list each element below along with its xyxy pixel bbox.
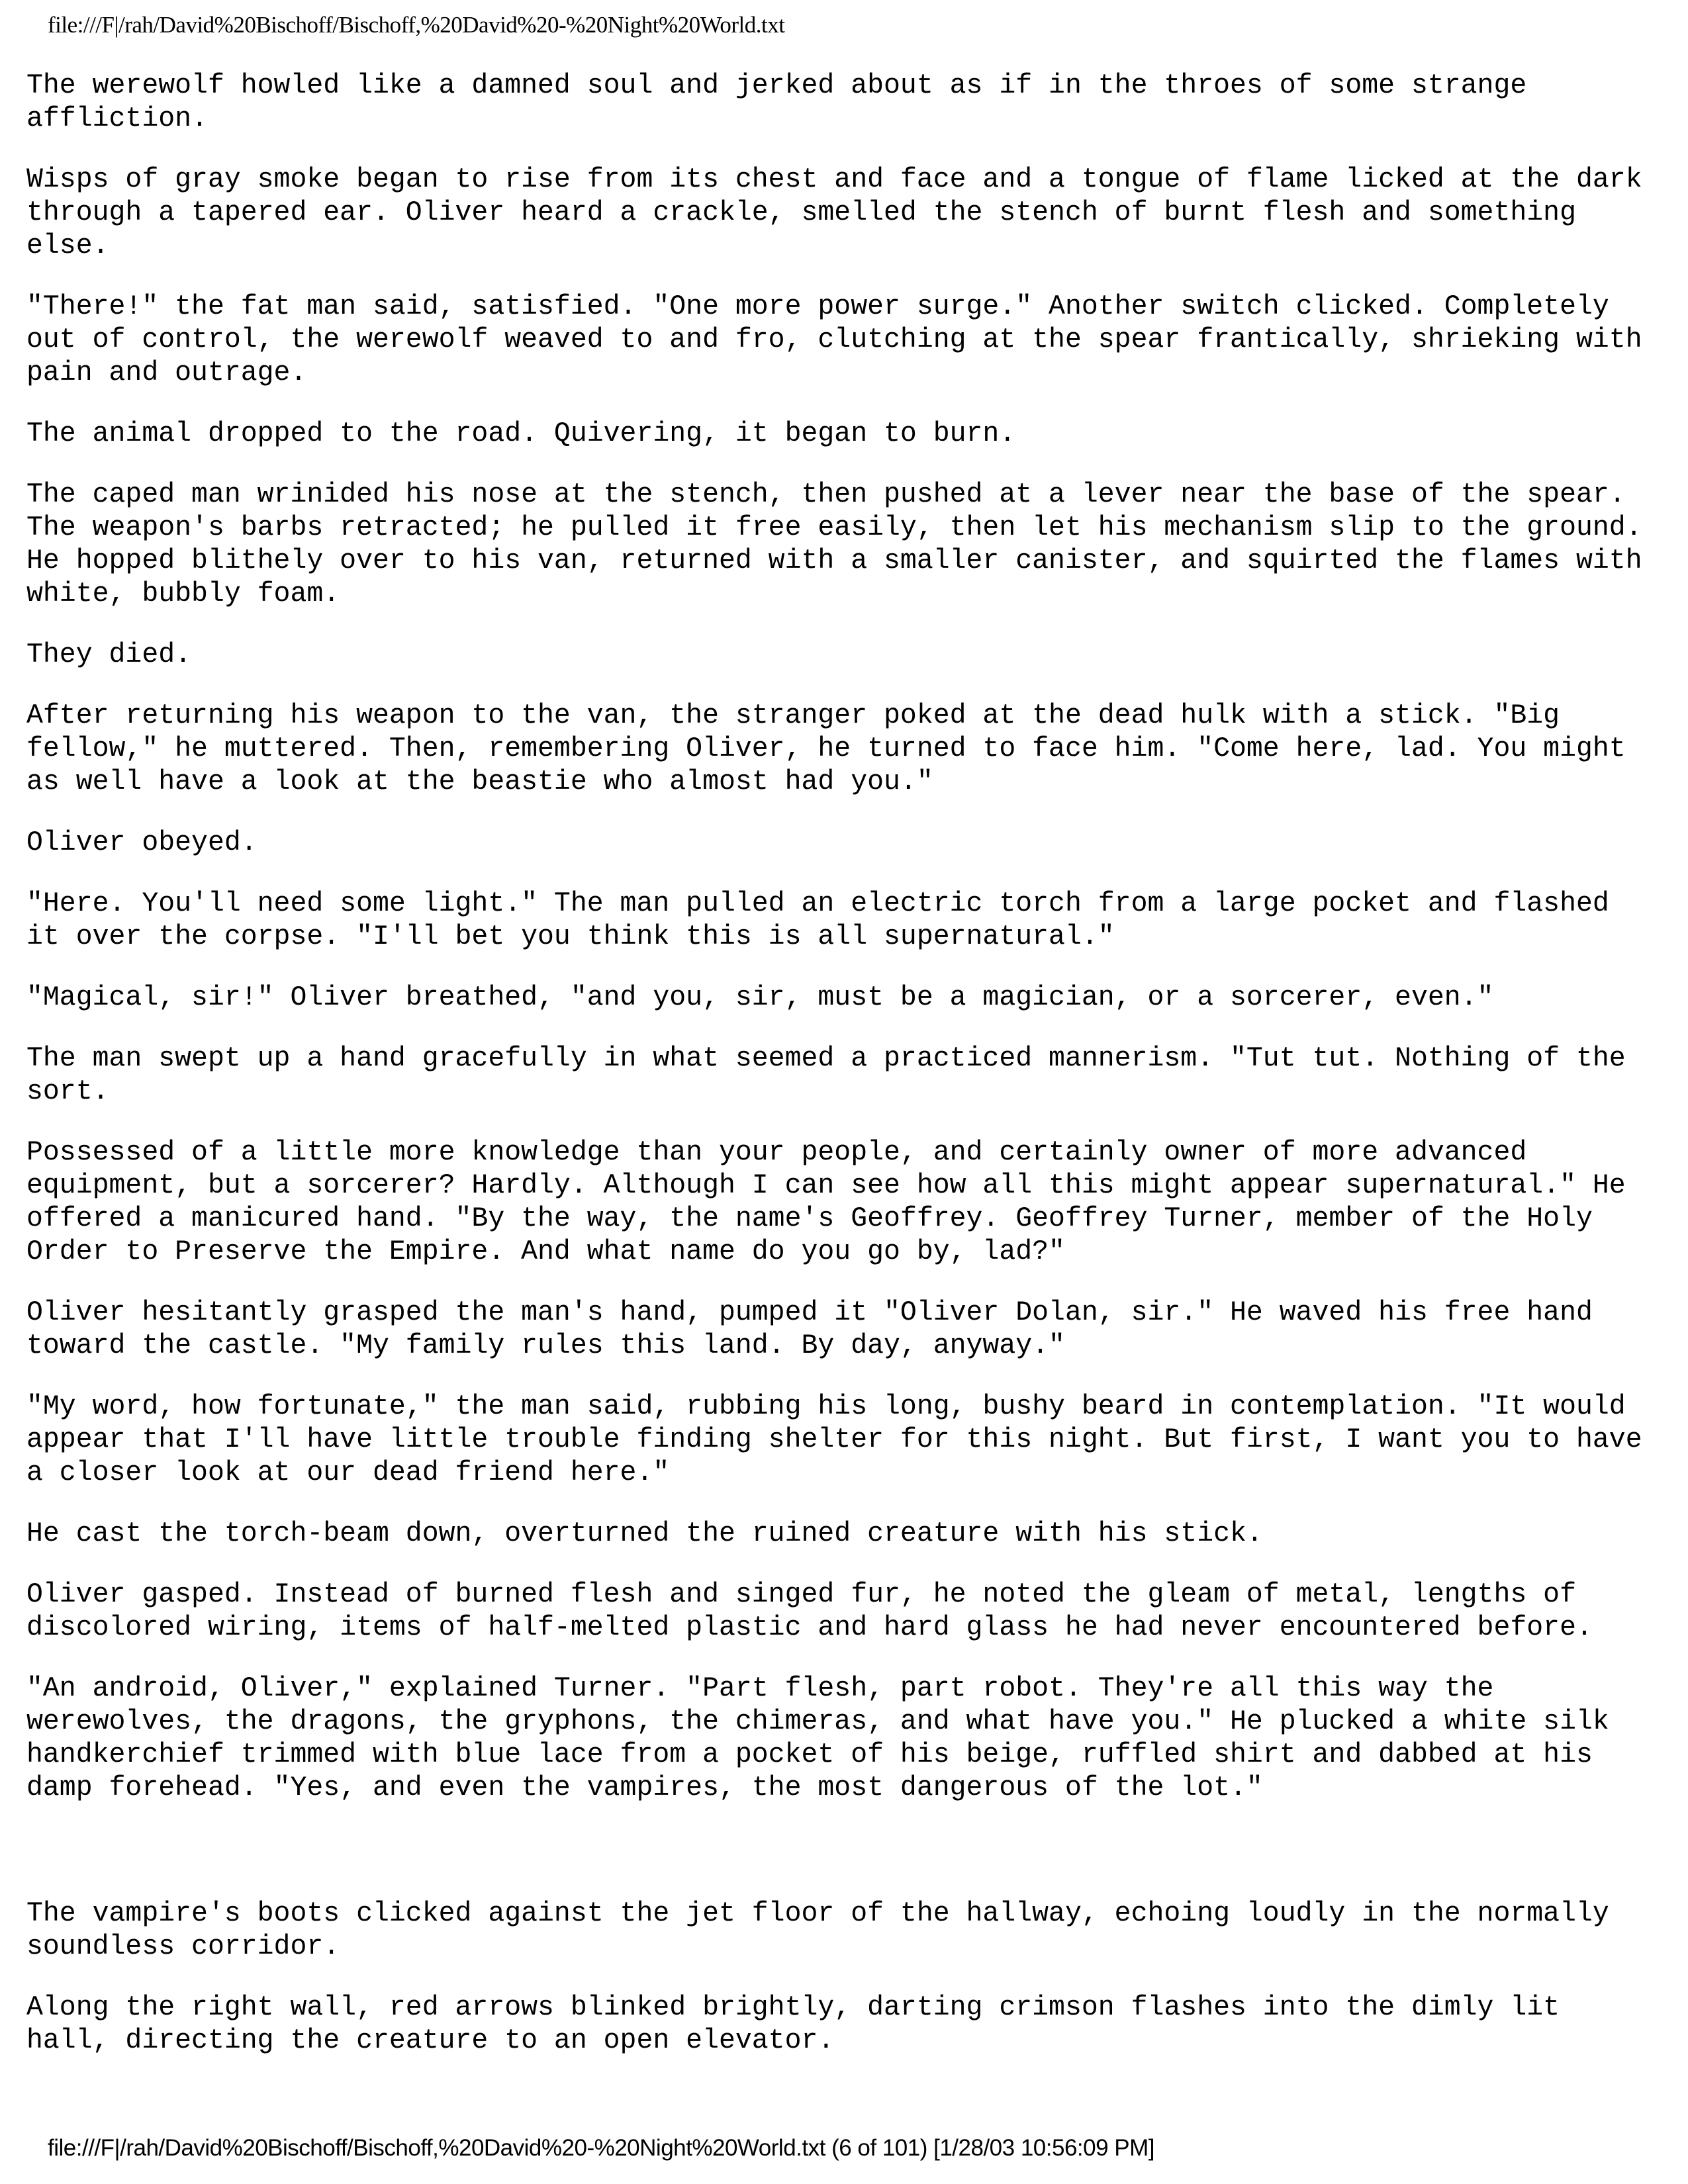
- paragraph: Oliver obeyed.: [26, 827, 258, 858]
- paragraph: He cast the torch-beam down, overturned the ruined creature with his stick.: [26, 1518, 1263, 1549]
- paragraph: Oliver gasped. Instead of burned flesh and singed fur, he noted the gleam of metal, lengths of discolored wiring, items of half-melted plastic and hard glass he had never encountered before.: [26, 1579, 1593, 1643]
- paragraph: The caped man wrinided his nose at the stench, then pushed at a lever near the base of the spear. The weapon's barbs retracted; he pulled it free easily, then let his mechanism slip to the ground. He hopped blithely over to his van, returned with a smaller canister, and squirted the flames with white, bubbly foam.: [26, 479, 1642, 610]
- paragraph: Wisps of gray smoke began to rise from its chest and face and a tongue of flame licked at the dark through a tapered ear. Oliver heard a crackle, smelled the stench of burnt flesh and something else.: [26, 164, 1642, 261]
- paragraph: "My word, how fortunate," the man said, rubbing his long, bushy beard in contemplation. "It would appear that I'll have little trouble finding shelter for this night. But first, I want you to have a closer look at our dead friend here.": [26, 1391, 1642, 1488]
- paragraph: The animal dropped to the road. Quivering, it began to burn.: [26, 418, 1016, 449]
- paragraph: "Magical, sir!" Oliver breathed, "and you, sir, must be a magician, or a sorcerer, even.": [26, 982, 1494, 1013]
- paragraph: "An android, Oliver," explained Turner. "Part flesh, part robot. They're all this way the werewolves, the dragons, the gryphons, the chimeras, and what have you." He plucked a white silk handkerchief trimmed with blue lace from a pocket of his beige, ruffled shirt and dabbed at his damp forehead. "Yes, and even the vampires, the most dangerous of the lot.": [26, 1673, 1609, 1803]
- page-header-url: file:///F|/rah/David%20Bischoff/Bischoff,%20David%20-%20Night%20World.txt: [48, 12, 785, 38]
- paragraph: Oliver hesitantly grasped the man's hand, pumped it "Oliver Dolan, sir." He waved his free hand toward the castle. "My family rules this land. By day, anyway.": [26, 1297, 1593, 1361]
- paragraph: "Here. You'll need some light." The man pulled an electric torch from a large pocket and flashed it over the corpse. "I'll bet you think this is all supernatural.": [26, 888, 1609, 952]
- document-body: [26, 69, 1668, 2085]
- paragraph: "There!" the fat man said, satisfied. "One more power surge." Another switch clicked. Completely out of control, the werewolf weaved to and fro, clutching at the spear frantically, shrieking with pain and outrage.: [26, 291, 1642, 388]
- paragraph: Along the right wall, red arrows blinked brightly, darting crimson flashes into the dimly lit hall, directing the creature to an open elevator.: [26, 1992, 1560, 2056]
- paragraph: They died.: [26, 639, 192, 670]
- paragraph: The werewolf howled like a damned soul and jerked about as if in the throes of some strange affliction.: [26, 70, 1527, 134]
- paragraph: The vampire's boots clicked against the jet floor of the hallway, echoing loudly in the normally soundless corridor.: [26, 1898, 1609, 1962]
- paragraph: Possessed of a little more knowledge than your people, and certainly owner of more advanced equipment, but a sorcerer? Hardly. Although I can see how all this might appear supernatural." He offered a manicured hand. "By the way, the name's Geoffrey. Geoffrey Turner, member of the Holy Order to Preserve the Empire. And what name do you go by, lad?": [26, 1137, 1626, 1267]
- paragraph: After returning his weapon to the van, the stranger poked at the dead hulk with a stick. "Big fellow," he muttered. Then, remembering Oliver, he turned to face him. "Come here, lad. You might as well have a look at the beastie who almost had you.": [26, 700, 1626, 797]
- page-footer-url: file:///F|/rah/David%20Bischoff/Bischoff,%20David%20-%20Night%20World.txt (6 of 101) [1/28/03 10:56:09 PM]: [48, 2135, 1155, 2161]
- paragraph: The man swept up a hand gracefully in what seemed a practiced mannerism. "Tut tut. Nothing of the sort.: [26, 1043, 1626, 1107]
